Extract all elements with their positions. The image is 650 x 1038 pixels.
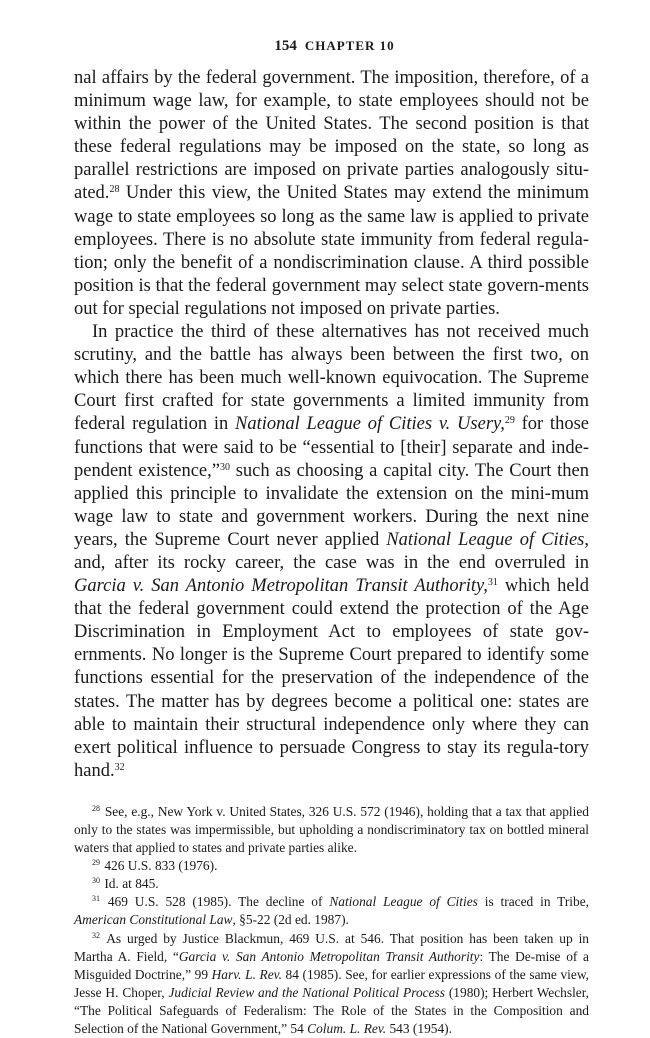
- text-run: such as choosing a capital city. The Court then applied this principle to invalidate the extension on the mini-mum wage law to state and government workers. During the next nine years, the Supreme Court never applied: [74, 460, 589, 550]
- footnote-text: is traced in Tribe,: [477, 894, 590, 910]
- text-run: , and, after its rocky career, the case was in the end overruled in: [74, 529, 589, 573]
- footnote-text: See, e.g., New York v. United States, 326 U.S. 572 (1946), holding that a tax that applied only to the states was impermissible, but upholding a nondiscriminatory tax on bottled mineral waters that applied to states and private parties alike.: [74, 803, 589, 856]
- footnote-number: 32: [92, 930, 100, 940]
- footnote-text: 426 U.S. 833 (1976).: [101, 858, 218, 874]
- italic-title: National League of Cities: [329, 894, 478, 910]
- footnote-text: 543 (1954).: [386, 1021, 452, 1037]
- text-run: which held that the federal government could extend the protection of the Age Discrimination in Employment Act to employees of state gov-ernments. No longer is the Supreme Court prepared to identify some functions essential for the preservation of the independence of the states. The matter has by degrees become a political one: states are able to maintain their structural independence only where they can exert political influence to persuade Congress to stay its regula-tory hand.: [74, 576, 590, 781]
- footnote-text: 84 (1985). See, for earlier expressions of the same view, Jesse H. Choper,: [74, 966, 589, 1000]
- footnote-text: Id. at 845.: [101, 876, 159, 892]
- footnote-text: (1980); Herbert Wechsler, “The Political Safeguards of Federalism: The Role of the States in the Composition and Selection of the National Government,” 54: [74, 984, 589, 1037]
- footnote-31: [74, 893, 589, 929]
- footnote-number: 31: [92, 894, 100, 904]
- text-run: for those functions that were said to be “essential to [their] separate and inde-pendent existence,”: [74, 414, 589, 481]
- footnote-ref-31[interactable]: 31: [487, 577, 498, 589]
- chapter-label: CHAPTER 10: [304, 38, 395, 53]
- footnote-28: [74, 803, 589, 857]
- page-number: 154: [274, 38, 297, 54]
- footnote-ref-28[interactable]: 28: [109, 184, 120, 196]
- footnote-number: 29: [92, 858, 100, 868]
- text-run: nal affairs by the federal government. The imposition, therefore, of a minimum wage law, for example, to state employees should not be within the power of the United States. The second position is that these federal regulations may be imposed on the state, so long as parallel restrictions are imposed on private parties analogously situ-ated.: [74, 68, 589, 204]
- italic-title: American Constitutional Law: [74, 912, 233, 928]
- italic-title: Colum. L. Rev.: [307, 1021, 387, 1037]
- case-name: National League of Cities: [386, 529, 585, 550]
- footnote-ref-32[interactable]: 32: [114, 761, 125, 773]
- text-run: In practice the third of these alternatives has not received much scrutiny, and the battle has always been between the first two, on which there has been much well-known equivocation. The Supreme Court first crafted for state governments a limited immunity from federal regulation in: [74, 322, 589, 435]
- case-name: National League of Cities v. Usery,: [235, 414, 505, 435]
- footnote-text: As urged by Justice Blackmun, 469 U.S. at 546. That position has been taken up in Martha A. Field, “: [74, 930, 589, 964]
- footnote-number: 30: [92, 876, 100, 886]
- italic-title: Harv. L. Rev.: [211, 966, 282, 982]
- footnote-number: 28: [92, 803, 100, 813]
- footnote-ref-30[interactable]: 30: [219, 461, 230, 473]
- footnote-29: [74, 857, 589, 875]
- footnote-30: [74, 875, 589, 893]
- italic-title: Judicial Review and the National Political Process: [168, 984, 445, 1000]
- italic-title: Garcia v. San Antonio Metropolitan Transit Authority: [178, 948, 480, 964]
- footnote-text: 469 U.S. 528 (1985). The decline of: [101, 894, 330, 910]
- running-head: [74, 38, 589, 55]
- footnote-text: : The De-mise of a Misguided Doctrine,” 99: [74, 948, 589, 982]
- text-run: Under this view, the United States may extend the minimum wage to state employees so long as the same law is applied to private employees. There is no absolute state immunity from federal regula-tion; only the benefit of a nondiscrimination clause. A third possible position is that the federal government may select state govern-ments out for special regulations not imposed on private parties.: [74, 183, 589, 319]
- paragraph-2: [74, 321, 589, 783]
- footnote-32: [74, 930, 589, 1038]
- book-page: [74, 38, 589, 1038]
- case-name: Garcia v. San Antonio Metropolitan Transit Authority,: [74, 576, 488, 597]
- footnote-ref-29[interactable]: 29: [504, 415, 515, 427]
- paragraph-1: [74, 67, 589, 321]
- footnotes: [74, 803, 589, 1038]
- footnote-text: , §5-22 (2d ed. 1987).: [232, 912, 349, 928]
- body-text: [74, 67, 589, 783]
